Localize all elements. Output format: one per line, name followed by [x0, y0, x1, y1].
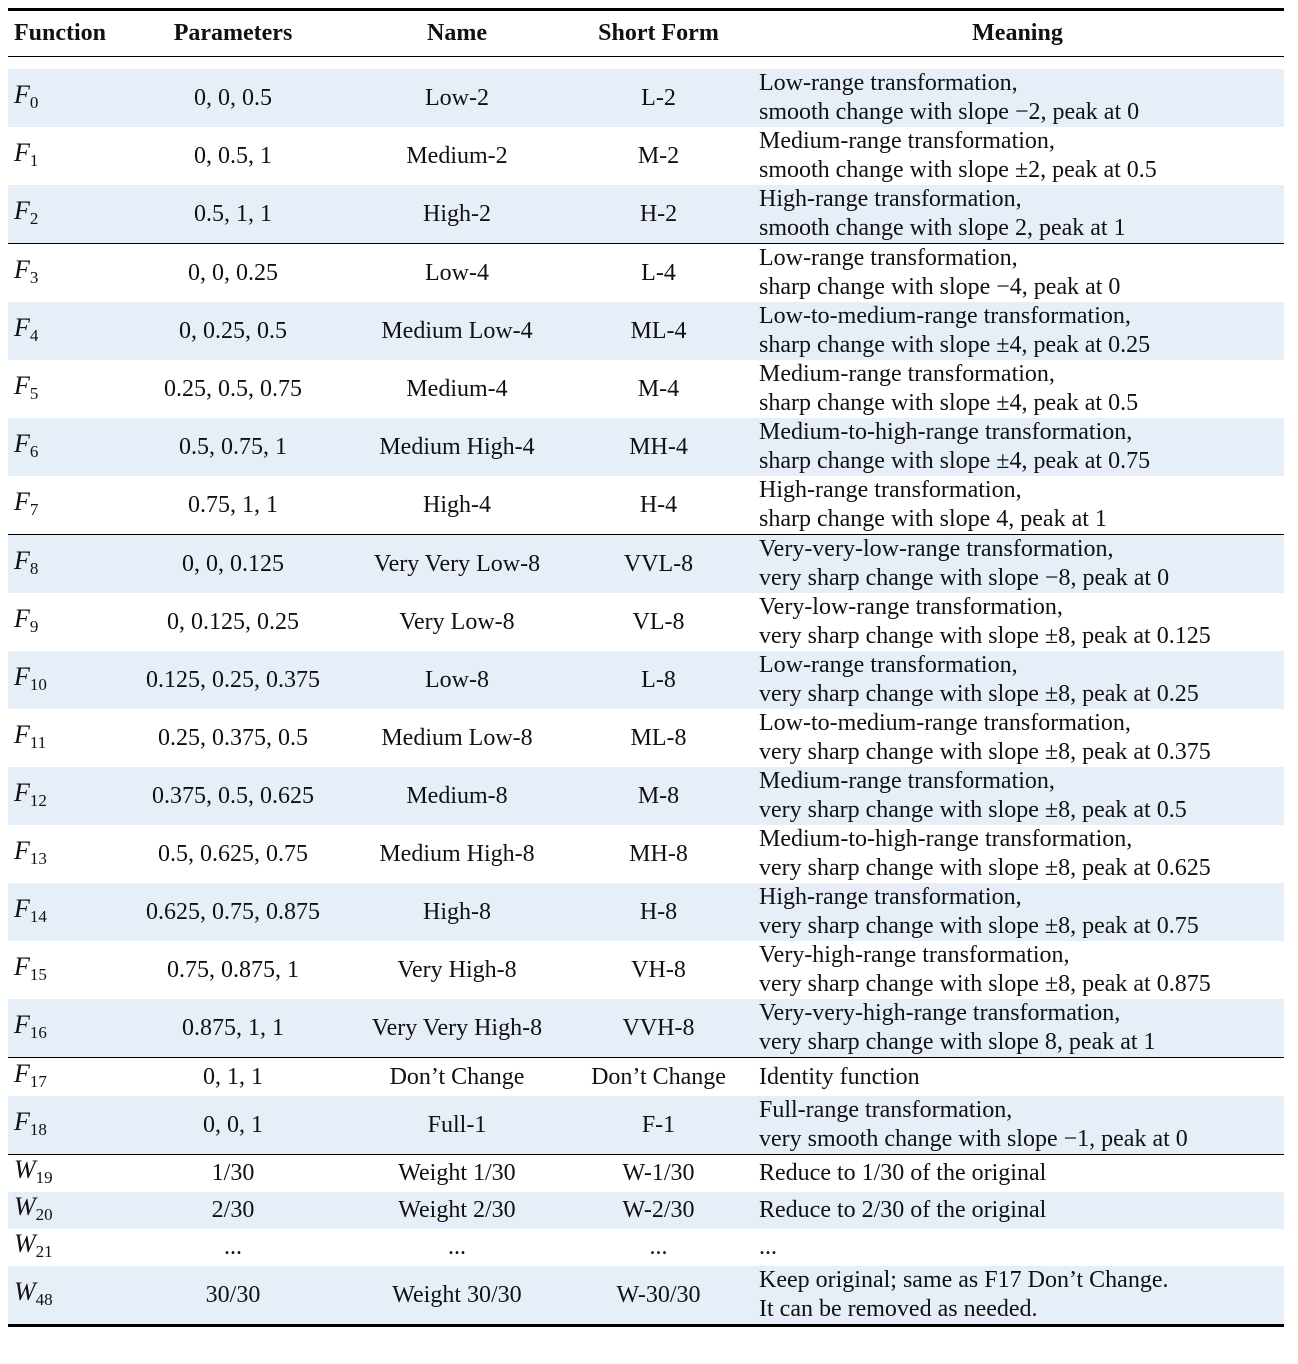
table	[8, 8, 1284, 1327]
short-form-cell: L-2	[566, 69, 751, 127]
table-row	[8, 69, 1284, 127]
function-index: 7	[29, 499, 39, 519]
short-form-cell: M-8	[566, 767, 751, 825]
function-symbol: F	[14, 79, 30, 109]
meaning-cell	[751, 185, 1284, 244]
short-form-cell: MH-4	[566, 418, 751, 476]
meaning-cell	[751, 709, 1284, 767]
name-cell: High-8	[348, 883, 566, 941]
name-cell: Medium-2	[406, 142, 508, 169]
function-symbol: F	[14, 1058, 30, 1088]
meaning-line-1: ...	[759, 1234, 777, 1260]
function-cell	[8, 535, 118, 594]
meaning-line-1: Full-range transformation,	[759, 1097, 1013, 1123]
meaning-line-1: High-range transformation,	[759, 186, 1022, 212]
function-index: 14	[29, 906, 47, 926]
table-row	[8, 651, 1284, 709]
meaning-line-2: very sharp change with slope 8, peak at 1	[759, 1029, 1156, 1055]
table-body	[8, 57, 1284, 1326]
function-cell	[8, 127, 118, 185]
parameters-cell: ...	[224, 1234, 242, 1260]
name-cell: Full-1	[348, 1096, 566, 1155]
parameters-cell: 0, 0.5, 1	[194, 142, 272, 169]
meaning-line-1: Very-low-range transformation,	[759, 594, 1063, 620]
meaning-cell	[751, 476, 1284, 535]
table-row	[8, 1058, 1284, 1097]
meaning-line-1: Reduce to 2/30 of the original	[759, 1197, 1047, 1223]
parameters-cell: 0.5, 1, 1	[118, 185, 348, 244]
table-row	[8, 883, 1284, 941]
spacer-cell	[8, 57, 1284, 70]
name-cell: High-2	[348, 185, 566, 244]
function-index: 6	[29, 441, 39, 461]
parameters-cell: 0.5, 0.625, 0.75	[158, 840, 308, 867]
short-form-cell: VL-8	[632, 608, 685, 635]
parameters-cell: 0.5, 0.75, 1	[118, 418, 348, 476]
function-symbol: F	[14, 312, 30, 342]
function-cell	[8, 1096, 118, 1155]
table-row	[8, 825, 1284, 883]
function-cell	[8, 244, 118, 303]
short-form-cell: H-8	[566, 883, 751, 941]
function-index: 48	[35, 1289, 53, 1309]
meaning-line-1: Identity function	[759, 1063, 920, 1090]
meaning-line-1: Low-to-medium-range transformation,	[759, 303, 1131, 329]
function-symbol: W	[14, 1192, 36, 1221]
meaning-cell	[751, 1266, 1284, 1326]
function-index: 5	[29, 383, 39, 403]
meaning-line-2: very sharp change with slope ±8, peak at 0.375	[759, 739, 1211, 765]
meaning-cell	[751, 1155, 1284, 1193]
name-cell: Medium High-4	[348, 418, 566, 476]
function-cell	[8, 883, 118, 941]
function-cell	[8, 1058, 118, 1097]
table-row	[8, 593, 1284, 651]
table-row	[8, 767, 1284, 825]
parameters-cell: 0.25, 0.5, 0.75	[164, 375, 302, 402]
short-form-cell: ML-8	[630, 724, 687, 751]
meaning-line-1: Reduce to 1/30 of the original	[759, 1160, 1047, 1186]
parameters-cell: 0.75, 0.875, 1	[167, 956, 299, 983]
name-cell: Don’t Change	[348, 1058, 566, 1097]
meaning-line-2: It can be removed as needed.	[759, 1296, 1038, 1322]
short-form-cell: L-8	[566, 651, 751, 709]
parameters-cell: 2/30	[118, 1192, 348, 1229]
function-index: 4	[29, 325, 39, 345]
meaning-cell	[751, 999, 1284, 1058]
meaning-line-2: sharp change with slope ±4, peak at 0.5	[759, 390, 1139, 416]
function-symbol: F	[14, 661, 30, 691]
short-form-cell: ...	[649, 1234, 668, 1260]
parameters-cell: 0, 0, 0.125	[118, 535, 348, 594]
header-parameters: Parameters	[118, 10, 348, 57]
function-symbol: F	[14, 195, 30, 225]
short-form-cell: M-2	[637, 142, 680, 169]
name-cell: ...	[448, 1234, 466, 1260]
function-symbol: F	[14, 254, 30, 284]
meaning-line-1: Low-range transformation,	[759, 245, 1018, 271]
function-symbol: F	[14, 777, 30, 807]
function-cell	[8, 767, 118, 825]
name-cell: High-4	[423, 491, 491, 518]
function-cell	[8, 1229, 118, 1266]
function-cell	[8, 1266, 118, 1326]
meaning-cell	[751, 1229, 1284, 1266]
function-cell	[8, 941, 118, 999]
meaning-cell	[751, 69, 1284, 127]
meaning-line-1: Very-very-low-range transformation,	[759, 536, 1114, 562]
parameters-cell: 0, 0, 1	[118, 1096, 348, 1155]
meaning-line-1: Low-range transformation,	[759, 70, 1018, 96]
name-cell: Low-8	[348, 651, 566, 709]
parameters-cell: 0.625, 0.75, 0.875	[118, 883, 348, 941]
meaning-line-1: Very-very-high-range transformation,	[759, 1000, 1121, 1026]
meaning-cell	[751, 651, 1284, 709]
meaning-line-1: Low-to-medium-range transformation,	[759, 710, 1131, 736]
meaning-line-2: very smooth change with slope −1, peak at 0	[759, 1126, 1188, 1152]
short-form-cell: VVL-8	[566, 535, 751, 594]
table-row	[8, 999, 1284, 1058]
function-symbol: F	[14, 1106, 30, 1136]
short-form-cell: W-30/30	[566, 1266, 751, 1326]
function-cell	[8, 418, 118, 476]
function-symbol: F	[14, 603, 30, 633]
function-index: 19	[35, 1168, 53, 1187]
table-row	[8, 127, 1284, 185]
meaning-cell	[751, 1192, 1284, 1229]
meaning-cell	[751, 767, 1284, 825]
function-symbol: W	[14, 1229, 36, 1258]
meaning-line-2: very sharp change with slope ±8, peak at 0.75	[759, 913, 1199, 939]
table-row	[8, 1155, 1284, 1193]
function-cell	[8, 302, 118, 360]
function-index: 17	[29, 1071, 47, 1091]
meaning-line-2: very sharp change with slope ±8, peak at 0.625	[759, 855, 1211, 881]
table-row	[8, 185, 1284, 244]
meaning-line-1: High-range transformation,	[759, 884, 1022, 910]
meaning-cell	[751, 302, 1284, 360]
function-table	[8, 8, 1284, 1327]
function-symbol: F	[14, 137, 30, 167]
function-index: 0	[29, 92, 39, 112]
short-form-cell: H-2	[566, 185, 751, 244]
meaning-line-1: Medium-to-high-range transformation,	[759, 419, 1133, 445]
meaning-line-2: sharp change with slope 4, peak at 1	[759, 506, 1107, 532]
table-row	[8, 709, 1284, 767]
function-cell	[8, 360, 118, 418]
function-cell	[8, 185, 118, 244]
function-symbol: W	[14, 1155, 36, 1184]
table-row	[8, 476, 1284, 535]
name-cell: Medium Low-8	[381, 724, 533, 751]
function-index: 9	[29, 616, 39, 636]
parameters-cell: 0, 0.125, 0.25	[167, 608, 299, 635]
parameters-cell: 0.25, 0.375, 0.5	[158, 724, 308, 751]
meaning-line-2: smooth change with slope −2, peak at 0	[759, 99, 1140, 125]
function-symbol: F	[14, 486, 30, 516]
name-cell: Weight 2/30	[348, 1192, 566, 1229]
table-row	[8, 360, 1284, 418]
table-row	[8, 1229, 1284, 1266]
name-cell: Low-2	[348, 69, 566, 127]
parameters-cell: 0, 0, 0.25	[118, 244, 348, 303]
function-cell	[8, 825, 118, 883]
table-row	[8, 244, 1284, 303]
function-cell	[8, 709, 118, 767]
meaning-cell	[751, 593, 1284, 651]
function-symbol: F	[14, 545, 30, 575]
name-cell: Medium High-8	[379, 840, 535, 867]
function-index: 21	[35, 1242, 53, 1261]
name-cell: Very Very Low-8	[348, 535, 566, 594]
short-form-cell: F-1	[566, 1096, 751, 1155]
meaning-line-2: sharp change with slope ±4, peak at 0.25	[759, 332, 1151, 358]
meaning-line-2: very sharp change with slope ±8, peak at 0.5	[759, 797, 1187, 823]
header-function: Function	[8, 10, 118, 57]
parameters-cell: 30/30	[118, 1266, 348, 1326]
function-index: 12	[29, 790, 47, 810]
short-form-cell: Don’t Change	[566, 1058, 751, 1097]
parameters-cell: 0.875, 1, 1	[118, 999, 348, 1058]
parameters-cell: 1/30	[118, 1155, 348, 1193]
meaning-line-1: High-range transformation,	[759, 477, 1022, 503]
meaning-line-2: sharp change with slope −4, peak at 0	[759, 274, 1121, 300]
function-index: 11	[29, 732, 47, 752]
short-form-cell: H-4	[639, 491, 678, 518]
function-symbol: F	[14, 835, 30, 865]
short-form-cell: W-2/30	[566, 1192, 751, 1229]
name-cell: Very Very High-8	[348, 999, 566, 1058]
function-symbol: F	[14, 1009, 30, 1039]
meaning-line-2: smooth change with slope ±2, peak at 0.5	[759, 157, 1157, 183]
short-form-cell: ML-4	[566, 302, 751, 360]
table-row	[8, 1266, 1284, 1326]
meaning-line-1: Very-high-range transformation,	[759, 942, 1070, 968]
meaning-line-1: Medium-range transformation,	[759, 361, 1055, 387]
function-index: 1	[29, 150, 39, 170]
meaning-line-1: Keep original; same as F17 Don’t Change.	[759, 1267, 1169, 1293]
name-cell: Low-4	[348, 244, 566, 303]
function-symbol: F	[14, 951, 30, 981]
function-symbol: F	[14, 893, 30, 923]
function-index: 15	[29, 964, 47, 984]
meaning-line-1: Low-range transformation,	[759, 652, 1018, 678]
meaning-line-1: Medium-to-high-range transformation,	[759, 826, 1133, 852]
meaning-cell	[751, 127, 1284, 185]
meaning-line-1: Medium-range transformation,	[759, 768, 1055, 794]
name-cell: Weight 30/30	[348, 1266, 566, 1326]
function-cell	[8, 651, 118, 709]
function-index: 8	[29, 558, 39, 578]
parameters-cell: 0.75, 1, 1	[188, 491, 278, 518]
name-cell: Medium-4	[406, 375, 508, 402]
function-cell	[8, 69, 118, 127]
meaning-cell	[751, 535, 1284, 594]
short-form-cell: VVH-8	[566, 999, 751, 1058]
table-row	[8, 418, 1284, 476]
function-index: 18	[29, 1119, 47, 1139]
name-cell: Medium-8	[348, 767, 566, 825]
short-form-cell: W-1/30	[566, 1155, 751, 1193]
header-short-form: Short Form	[566, 10, 751, 57]
function-cell	[8, 1155, 118, 1193]
name-cell: Medium Low-4	[348, 302, 566, 360]
meaning-cell	[751, 360, 1284, 418]
table-header	[8, 10, 1284, 57]
parameters-cell: 0.375, 0.5, 0.625	[118, 767, 348, 825]
function-index: 3	[29, 267, 39, 287]
meaning-line-2: very sharp change with slope ±8, peak at 0.875	[759, 971, 1211, 997]
function-index: 16	[29, 1022, 47, 1042]
function-cell	[8, 593, 118, 651]
table-row	[8, 1096, 1284, 1155]
parameters-cell: 0.125, 0.25, 0.375	[118, 651, 348, 709]
short-form-cell: VH-8	[631, 956, 686, 983]
meaning-cell	[751, 825, 1284, 883]
function-index: 20	[35, 1205, 53, 1224]
table-row	[8, 535, 1284, 594]
function-symbol: F	[14, 719, 30, 749]
short-form-cell: L-4	[566, 244, 751, 303]
meaning-cell	[751, 1096, 1284, 1155]
function-cell	[8, 999, 118, 1058]
spacer-row	[8, 57, 1284, 70]
function-symbol: F	[14, 370, 30, 400]
function-cell	[8, 1192, 118, 1229]
parameters-cell: 0, 0.25, 0.5	[118, 302, 348, 360]
name-cell: Very High-8	[397, 956, 517, 983]
meaning-cell	[751, 244, 1284, 303]
meaning-cell	[751, 883, 1284, 941]
parameters-cell: 0, 1, 1	[118, 1058, 348, 1097]
function-index: 2	[29, 208, 39, 228]
function-symbol: W	[14, 1276, 36, 1306]
header-meaning: Meaning	[751, 10, 1284, 57]
short-form-cell: MH-8	[629, 840, 688, 867]
meaning-line-2: smooth change with slope 2, peak at 1	[759, 215, 1126, 241]
name-cell: Weight 1/30	[348, 1155, 566, 1193]
meaning-line-2: very sharp change with slope ±8, peak at 0.125	[759, 623, 1211, 649]
function-index: 10	[29, 674, 47, 694]
function-cell	[8, 476, 118, 535]
function-index: 13	[29, 848, 47, 868]
short-form-cell: M-4	[637, 375, 680, 402]
meaning-line-1: Medium-range transformation,	[759, 128, 1055, 154]
function-symbol: F	[14, 428, 30, 458]
table-row	[8, 1192, 1284, 1229]
meaning-cell	[751, 1058, 1284, 1097]
meaning-line-2: sharp change with slope ±4, peak at 0.75	[759, 448, 1151, 474]
meaning-line-2: very sharp change with slope −8, peak at 0	[759, 565, 1170, 591]
table-row	[8, 941, 1284, 999]
meaning-line-2: very sharp change with slope ±8, peak at 0.25	[759, 681, 1199, 707]
meaning-cell	[751, 418, 1284, 476]
meaning-cell	[751, 941, 1284, 999]
name-cell: Very Low-8	[399, 608, 515, 635]
header-name: Name	[348, 10, 566, 57]
table-row	[8, 302, 1284, 360]
parameters-cell: 0, 0, 0.5	[118, 69, 348, 127]
